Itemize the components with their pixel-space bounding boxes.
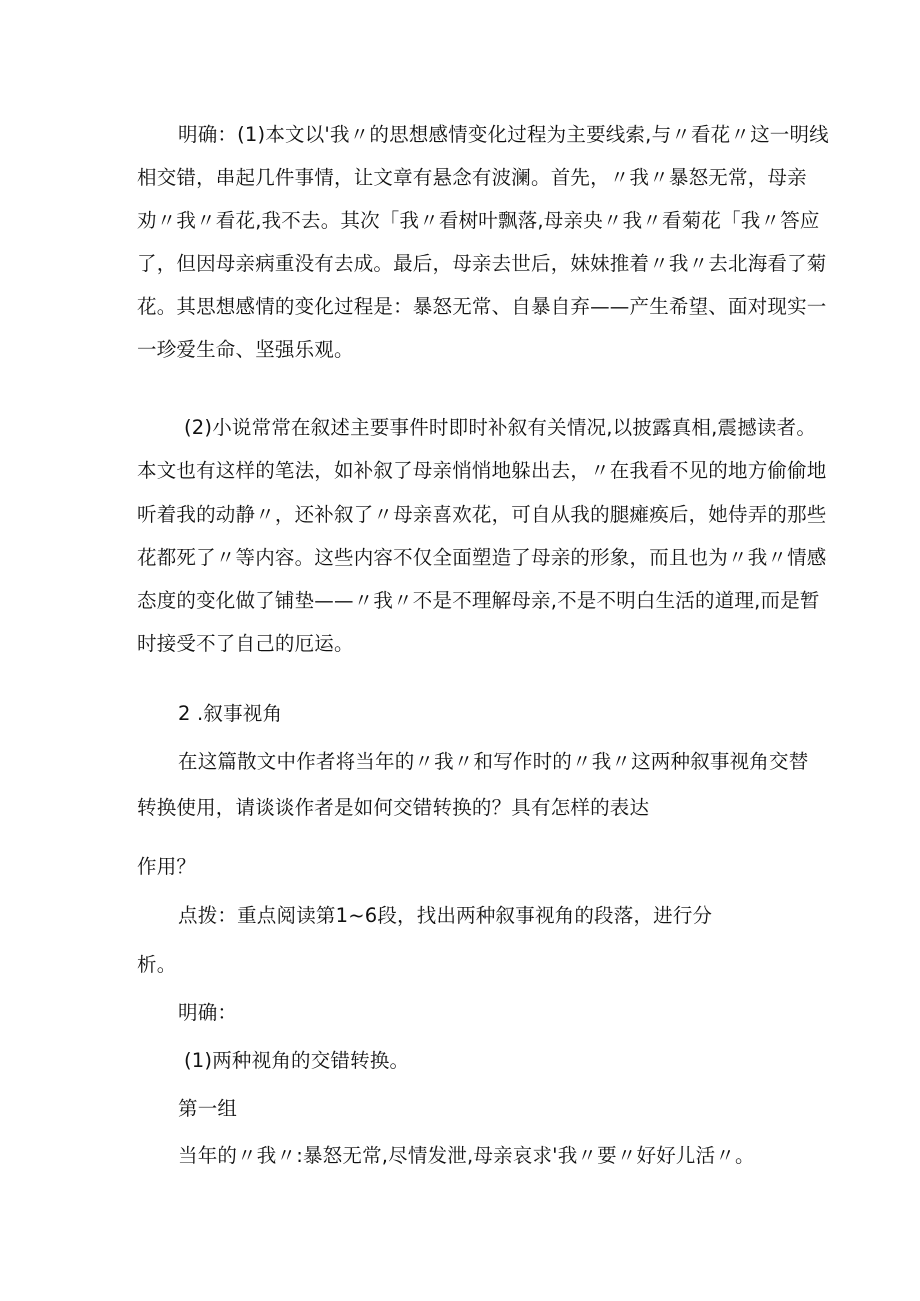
sub-point: (1)两种视角的交错转换。 <box>184 1049 410 1072</box>
question-line-1: 在这篇散文中作者将当年的〃我〃和写作时的〃我〃这两种叙事视角交替 <box>178 750 809 773</box>
last-line: 当年的〃我〃:暴怒无常,尽情发泄,母亲哀求'我〃要〃好好儿活〃。 <box>178 1144 755 1167</box>
paragraph-2-line-6: 时接受不了自己的厄运。 <box>137 632 354 655</box>
paragraph-1-line-4: 了，但因母亲病重没有去成。最后，母亲去世后，妹妹推着〃我〃去北海看了菊 <box>137 252 827 275</box>
paragraph-2-line-3: 听着我的动静〃，还补叙了〃母亲喜欢花，可自从我的腿瘫痪后，她侍弄的那些 <box>137 503 827 526</box>
clarify-label: 明确： <box>178 1001 238 1024</box>
paragraph-1-line-1: 明确：(1)本文以'我〃的思想感情变化过程为主要线索,与〃看花〃这一明线 <box>178 123 829 146</box>
paragraph-1-line-5: 花。其思想感情的变化过程是：暴怒无常、自暴自弃——产生希望、面对现实一 <box>137 295 827 318</box>
question-line-3: 作用？ <box>137 855 197 878</box>
section-heading: 2 .叙事视角 <box>178 702 283 725</box>
paragraph-2-line-4: 花都死了〃等内容。这些内容不仅全面塑造了母亲的形象，而且也为〃我〃情感 <box>137 546 827 569</box>
hint-line-2: 析。 <box>137 953 177 976</box>
group-label: 第一组 <box>178 1097 238 1120</box>
hint-line-1: 点拨：重点阅读第1~6段，找出两种叙事视角的段落，进行分 <box>178 904 713 927</box>
paragraph-2-line-2: 本文也有这样的笔法，如补叙了母亲悄悄地躲出去，〃在我看不见的地方偷偷地 <box>137 459 827 482</box>
question-line-2: 转换使用，请谈谈作者是如何交错转换的？具有怎样的表达 <box>137 796 650 819</box>
paragraph-1-line-6: 一珍爱生命、坚强乐观。 <box>137 338 354 361</box>
paragraph-1-line-2: 相交错，串起几件事情，让文章有悬念有波澜。首先，〃我〃暴怒无常，母亲 <box>137 166 807 189</box>
paragraph-1-line-3: 劝〃我〃看花,我不去。其次「我〃看树叶飘落,母亲央〃我〃看菊花「我〃答应 <box>137 209 820 232</box>
paragraph-2-line-5: 态度的变化做了铺垫——〃我〃不是不理解母亲,不是不明白生活的道理,而是暂 <box>137 589 820 612</box>
paragraph-2-line-1: (2)小说常常在叙述主要事件时即时补叙有关情况,以披露真相,震撼读者。 <box>184 416 817 439</box>
